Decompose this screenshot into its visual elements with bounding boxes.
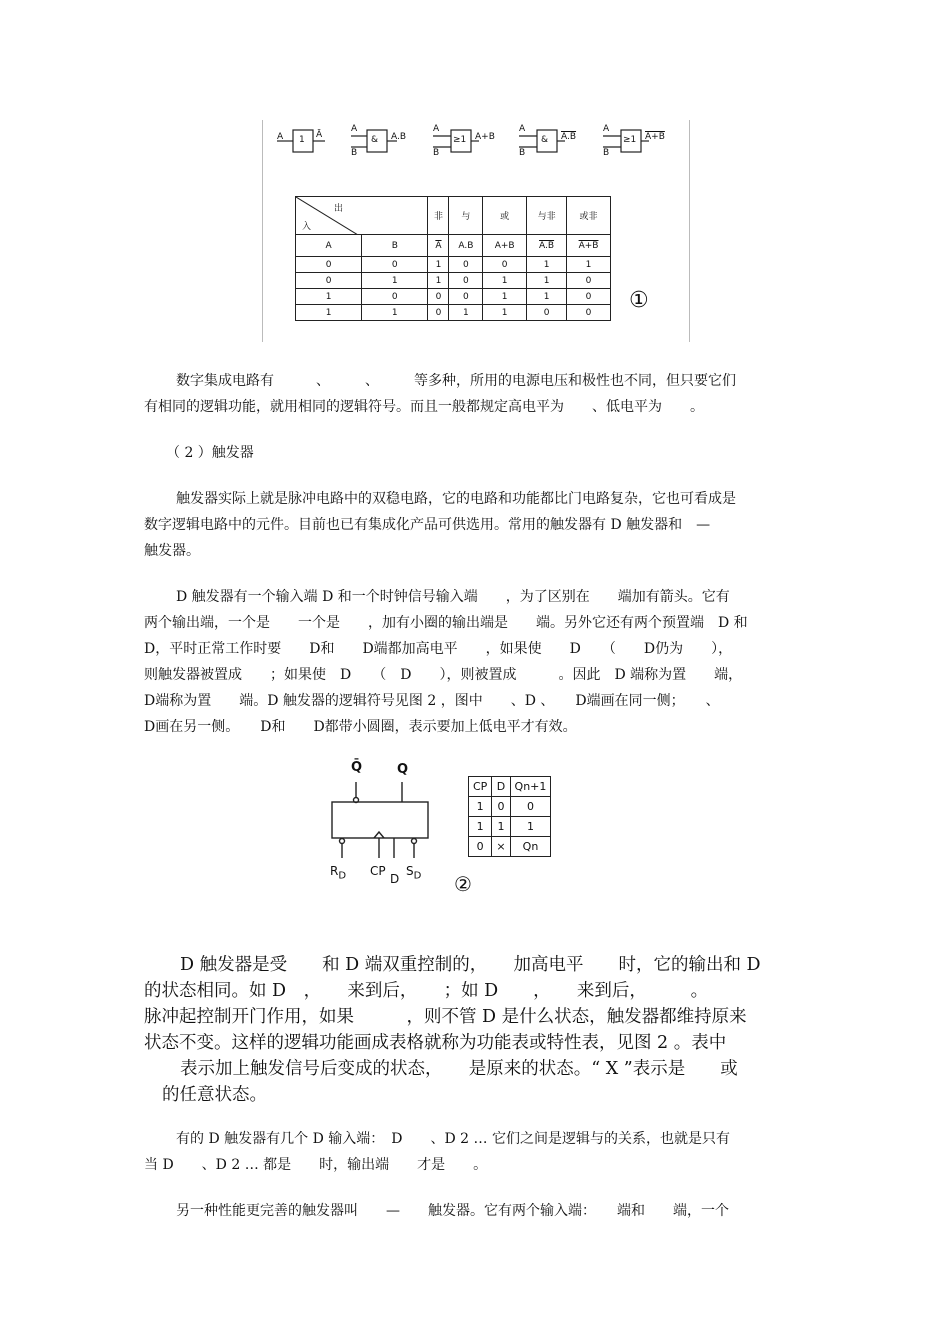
func-nand: 与非 (527, 197, 567, 235)
figure-1-label: ① (629, 288, 649, 313)
gate-nor-output: A+B (645, 132, 665, 142)
cell: 0 (449, 289, 483, 305)
cell: 0 (362, 257, 428, 273)
header-b: B (362, 235, 428, 257)
gate-nor-input-a: A (603, 124, 610, 134)
gate-and-input-a: A (351, 124, 358, 134)
table-row (296, 305, 611, 321)
para1-line1: 数字集成电路有 、 、 等多种，所用的电源电压和极性也不同，但只要它们 (176, 373, 736, 389)
cell: 0 (296, 273, 362, 289)
table-row (296, 273, 611, 289)
gate-nand-input-a: A (519, 124, 526, 134)
sd-main: S (406, 864, 414, 878)
gate-nor-symbol: ≥1 (623, 135, 637, 145)
cell: 0 (469, 837, 492, 857)
corner-out-label: 出 (334, 204, 344, 214)
q-bar-label: Q̄ (351, 760, 363, 775)
table-row (469, 797, 551, 817)
header-qn1: Qn+1 (510, 777, 551, 797)
cell: 0 (449, 273, 483, 289)
cell: 0 (483, 257, 527, 273)
gate-or-input-a: A (433, 124, 440, 134)
cell: 0 (527, 305, 567, 321)
para4-line6: 的任意状态。 (162, 1085, 267, 1105)
para1-line2: 有相同的逻辑功能，就用相同的逻辑符号。而且一般都规定高电平为 、低电平为 。 (144, 399, 704, 415)
truth-table (295, 196, 611, 321)
cell: 1 (492, 817, 510, 837)
gate-not-output: Ā (316, 130, 323, 140)
d-input-label: D (390, 872, 400, 886)
cell: Qn (510, 837, 551, 857)
expr-nand: A.B (527, 235, 567, 257)
corner-cell (296, 197, 428, 235)
gate-or-input-b: B (433, 148, 440, 158)
table-row (469, 817, 551, 837)
para2-line2: 数字逻辑电路中的元件。目前也已有集成化产品可供选用。常用的触发器有 D 触发器和 — (144, 517, 711, 533)
gate-nand-output: A.B (561, 132, 577, 142)
para5-line1: 有的 D 触发器有几个 D 输入端： D 、D 2 … 它们之间是逻辑与的关系，也就是只有 (176, 1131, 730, 1147)
para4-line3: 脉冲起控制开门作用，如果 ，则不管 D 是什么状态，触发器都维持原来 (144, 1007, 747, 1027)
table-row (296, 257, 611, 273)
para3-line3: D，平时正常工作时要 D和 D端都加高电平 ，如果使 D （ D仍为 ）， (144, 641, 733, 657)
gate-nor-input-b: B (603, 148, 610, 158)
para4-line2: 的状态相同。如 D ， 来到后， ；如 D ， 来到后， 。 (144, 981, 709, 1001)
cell: 0 (567, 289, 611, 305)
para3-line4: 则触发器被置成 ；如果使 D （ D ），则被置成 。因此 D 端称为置 端， (144, 667, 743, 683)
cell: 1 (510, 817, 551, 837)
gate-and-input-b: B (351, 148, 358, 158)
figure-2-d-flipflop (320, 760, 600, 900)
cell: 1 (296, 305, 362, 321)
cell: 0 (567, 305, 611, 321)
table-row (469, 837, 551, 857)
cell: 0 (428, 289, 449, 305)
cell: 1 (362, 305, 428, 321)
cell: 1 (483, 273, 527, 289)
para3-line6: D画在另一侧。 D和 D都带小圆圈，表示要加上低电平才有效。 (144, 719, 577, 735)
sd-label (406, 864, 421, 881)
expr-not: $\overline{A}$ (428, 235, 449, 257)
cell: 0 (567, 273, 611, 289)
cell: 1 (567, 257, 611, 273)
cell: 0 (428, 305, 449, 321)
cell: 1 (428, 257, 449, 273)
gate-not-input: A (277, 132, 284, 142)
rd-label (330, 864, 346, 881)
cp-label: CP (370, 864, 386, 878)
sd-subscript: D (413, 870, 422, 882)
cell: 0 (510, 797, 551, 817)
func-or: 或 (483, 197, 527, 235)
header-cp: CP (469, 777, 492, 797)
gate-nand-symbol: & (541, 135, 549, 145)
corner-in-label: 入 (302, 222, 312, 232)
para5-line2: 当 D 、D 2 … 都是 时，输出端 才是 。 (144, 1157, 488, 1173)
gate-not-symbol: 1 (299, 135, 305, 145)
cell: 1 (469, 797, 492, 817)
rd-main: R (330, 864, 339, 878)
func-and: 与 (449, 197, 483, 235)
func-not: 非 (428, 197, 449, 235)
cell: 1 (362, 273, 428, 289)
para4-line1: D 触发器是受 和 D 端双重控制的， 加高电平 时，它的输出和 D (180, 955, 761, 975)
gate-or-symbol: ≥1 (453, 135, 467, 145)
section-heading-trigger: （ 2 ）触发器 (166, 445, 254, 461)
para3-line2: 两个输出端，一个是 一个是 ，加有小圈的输出端是 端。另外它还有两个预置端 D 和 (144, 615, 748, 631)
q-label: Q (397, 762, 409, 777)
figure-2-label: ② (454, 872, 472, 896)
func-nor: 或非 (567, 197, 611, 235)
cell: 1 (449, 305, 483, 321)
expr-nor: A+B (567, 235, 611, 257)
cell: 1 (296, 289, 362, 305)
cell: 0 (362, 289, 428, 305)
expr-and: A.B (449, 235, 483, 257)
para4-line5: 表示加上触发信号后变成的状态， 是原来的状态。“ X ”表示是 或 (180, 1059, 738, 1079)
para6-line1: 另一种性能更完善的触发器叫 — 触发器。它有两个输入端： 端和 端，一个 (176, 1203, 729, 1219)
cell: 0 (492, 797, 510, 817)
cell: 1 (483, 289, 527, 305)
gate-nand-input-b: B (519, 148, 526, 158)
cell: 1 (428, 273, 449, 289)
figure-1-logic-gates (262, 120, 690, 342)
header-d: D (492, 777, 510, 797)
gate-and-symbol: & (371, 135, 379, 145)
gate-or-output: A+B (475, 132, 495, 142)
cell: 1 (527, 273, 567, 289)
para3-line5: D端称为置 端。D 触发器的逻辑符号见图 2 ，图中 、D 、 D端画在同一侧； 、 (144, 693, 720, 709)
para4-line4: 状态不变。这样的逻辑功能画成表格就称为功能表或特性表，见图 2 。表中 (144, 1033, 727, 1053)
cell: 0 (449, 257, 483, 273)
cell: 1 (469, 817, 492, 837)
cell: × (492, 837, 510, 857)
cell: 0 (296, 257, 362, 273)
cell: 1 (483, 305, 527, 321)
expr-or: A+B (483, 235, 527, 257)
cell: 1 (527, 257, 567, 273)
header-a: A (296, 235, 362, 257)
para2-line1: 触发器实际上就是脉冲电路中的双稳电路，它的电路和功能都比门电路复杂，它也可看成是 (176, 491, 736, 507)
rd-subscript: D (338, 870, 347, 882)
gate-and-output: A.B (391, 132, 407, 142)
para2-line3: 触发器。 (144, 543, 200, 559)
para3-line1: D 触发器有一个输入端 D 和一个时钟信号输入端 ，为了区别在 端加有箭头。它有 (176, 589, 730, 605)
cell: 1 (527, 289, 567, 305)
table-row (296, 289, 611, 305)
function-table (468, 776, 551, 857)
